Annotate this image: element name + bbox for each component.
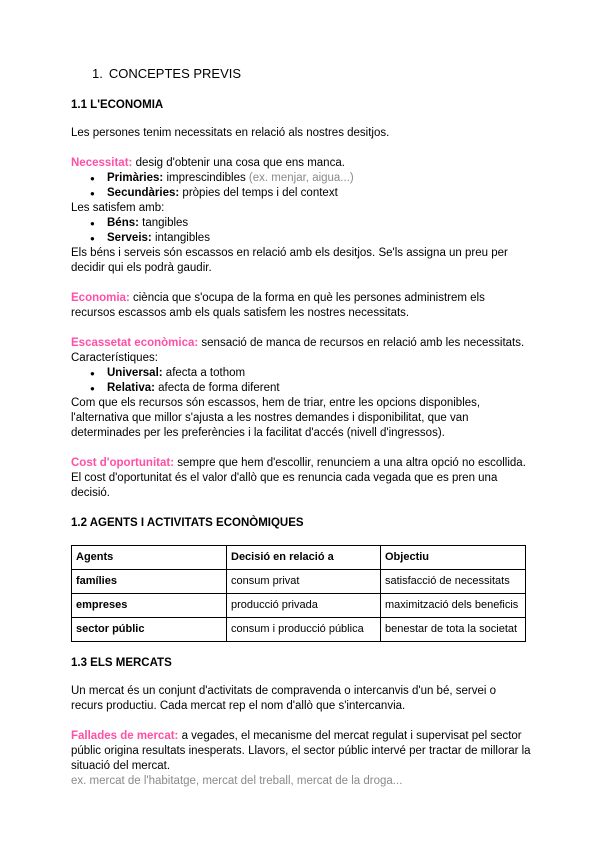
goods-list	[71, 216, 531, 246]
table-cell: sector públic	[72, 618, 227, 642]
list-item: ● Secundàries: pròpies del temps i del context	[71, 186, 531, 201]
example-note: ex. mercat de l'habitatge, mercat del treball, mercat de la droga...	[71, 775, 403, 787]
section-heading-mercats: 1.3 ELS MERCATS	[71, 657, 172, 669]
intro-text: Les persones tenim necessitats en relació als nostres desitjos.	[71, 127, 390, 139]
table-cell: maximització dels beneficis	[381, 594, 526, 618]
mercat-text: Un mercat és un conjunt d'activitats de compravenda o intercanvis d'un bé, servei o recurs productiu. Cada mercat rep el nom d'allò que s'intercanvia.	[71, 685, 497, 712]
page-title: 1. CONCEPTES PREVIS	[92, 66, 242, 81]
definition-cost-oportunitat: Cost d'oportunitat: sempre que hem d'escollir, renunciem a una altra opció no escollida. El cost d'oportunitat és el valor d'allò que es renuncia cada vegada que es pren una decisió.	[71, 457, 526, 499]
table-header: Objectiu	[381, 546, 526, 570]
table-cell: consum i producció pública	[227, 618, 381, 642]
table-header-row	[72, 546, 526, 570]
list-item: ● Universal: afecta a tothom	[71, 366, 531, 381]
definition-escassetat: Escassetat econòmica: sensació de manca de recursos en relació amb les necessitats.	[71, 337, 525, 349]
list-item: ● Béns: tangibles	[71, 216, 531, 231]
list-item: ● Primàries: imprescindibles (ex. menjar, aigua...)	[71, 171, 531, 186]
bens-text: Els béns i serveis són escassos en relació amb els desitjos. Se'ls assigna un preu per decidir qui els podrà gaudir.	[71, 247, 508, 274]
definition-economia: Economia: ciència que s'ocupa de la forma en què les persones administrem els recursos escassos amb els quals satisfem les nostres necessitats.	[71, 292, 485, 319]
characteristics-list	[71, 366, 531, 396]
table-cell: empreses	[72, 594, 227, 618]
table-header: Decisió en relació a	[227, 546, 381, 570]
table-row	[72, 570, 526, 594]
table-cell: benestar de tota la societat	[381, 618, 526, 642]
agents-table	[71, 545, 526, 642]
definition-fallades: Fallades de mercat: a vegades, el mecanisme del mercat regulat i supervisat pel sector públic origina resultats inesperats. Llavors, el sector públic intervé per tractar de millorar la situació del mercat.	[71, 730, 531, 772]
section-heading-agents: 1.2 AGENTS I ACTIVITATS ECONÒMIQUES	[71, 517, 304, 529]
table-cell: famílies	[72, 570, 227, 594]
table-header: Agents	[72, 546, 227, 570]
satisfem-text: Les satisfem amb:	[71, 202, 165, 214]
needs-list	[71, 171, 531, 201]
table-cell: satisfacció de necessitats	[381, 570, 526, 594]
list-item: ● Relativa: afecta de forma diferent	[71, 381, 531, 396]
table-cell: producció privada	[227, 594, 381, 618]
recursos-text: Com que els recursos són escassos, hem de triar, entre les opcions disponibles, l'alternativa que millor s'ajusta a les nostres demandes i disponibilitat, que van determinades per les preferències i la facilitat d'accés (nivell d'ingressos).	[71, 397, 481, 439]
document-content	[71, 66, 531, 789]
table-row	[72, 594, 526, 618]
section-heading-economia: 1.1 L'ECONOMIA	[71, 99, 164, 111]
definition-necessitat: Necessitat: desig d'obtenir una cosa que ens manca.	[71, 157, 345, 169]
caracteristiques-label: Característiques:	[71, 352, 158, 364]
table-row	[72, 618, 526, 642]
list-item: ● Serveis: intangibles	[71, 231, 531, 246]
table-cell: consum privat	[227, 570, 381, 594]
